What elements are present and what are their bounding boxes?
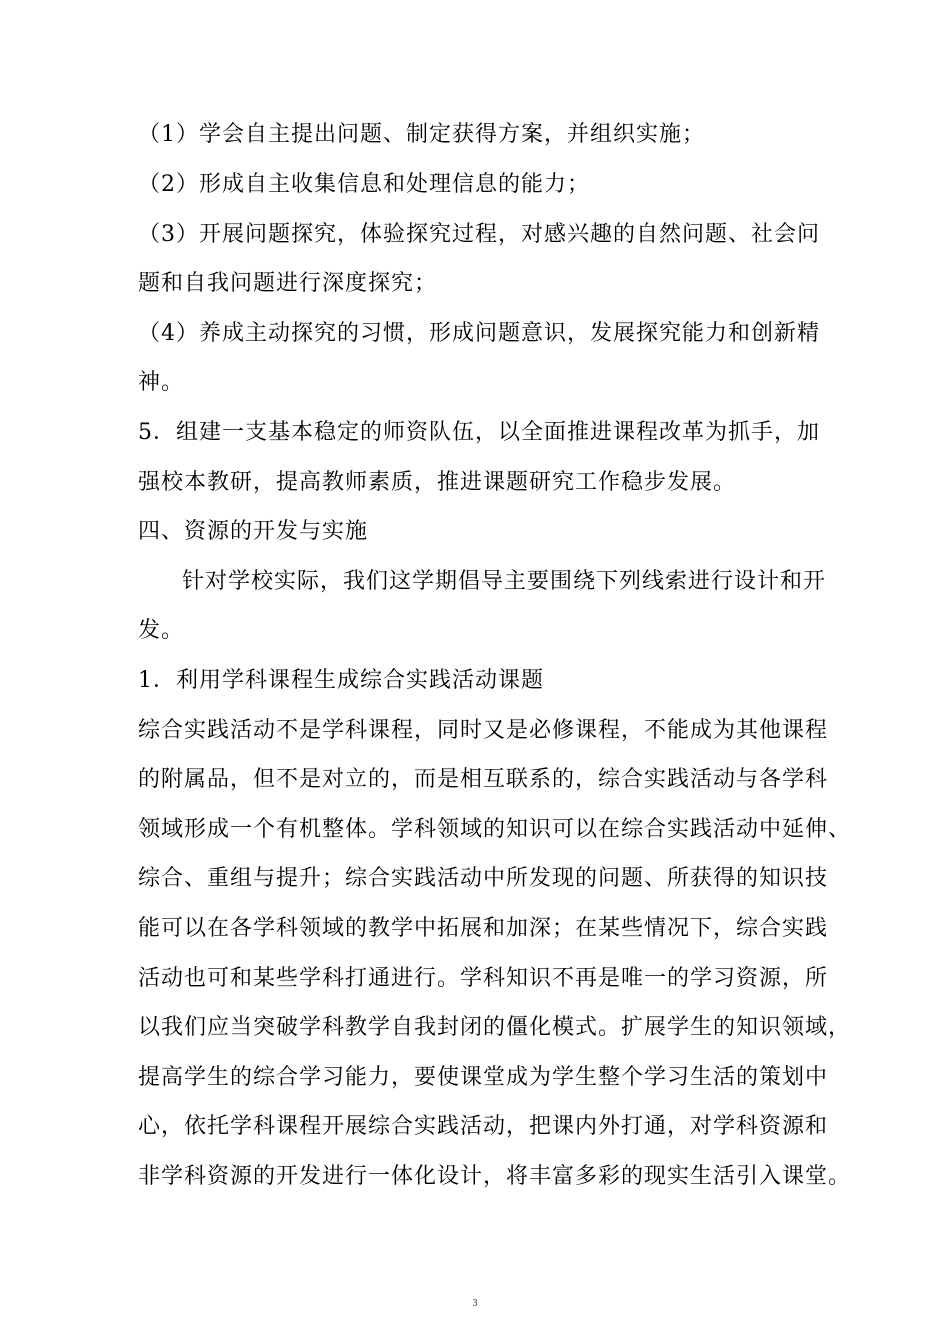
text-line: 综合、重组与提升；综合实践活动中所发现的问题、所获得的知识技 [138,866,829,891]
text-line: 能可以在各学科领域的教学中拓展和加深；在某些情况下，综合实践 [138,916,829,941]
text-line: 的附属品，但不是对立的，而是相互联系的，综合实践活动与各学科 [138,767,829,792]
text-line: 提高学生的综合学习能力，要使课堂成为学生整个学习生活的策划中 [138,1065,829,1090]
text-line: 神。 [138,370,185,395]
subsection-heading: 1．利用学科课程生成综合实践活动课题 [138,668,544,693]
text-line: 强校本教研，提高教师素质，推进课题研究工作稳步发展。 [138,470,737,495]
text-line: （1）学会自主提出问题、制定获得方案，并组织实施； [138,122,705,147]
text-line: 非学科资源的开发进行一体化设计，将丰富多彩的现实生活引入课堂。 [138,1164,852,1189]
text-line: （4）养成主动探究的习惯，形成问题意识，发展探究能力和创新精 [138,321,820,346]
page-number: 3 [472,1298,478,1309]
section-heading: 四、资源的开发与实施 [138,519,369,544]
text-line: 发。 [138,618,185,643]
text-line: 5．组建一支基本稳定的师资队伍，以全面推进课程改革为抓手，加 [138,420,820,445]
text-line: 针对学校实际，我们这学期倡导主要围绕下列线索进行设计和开 [182,569,827,594]
text-line: 领域形成一个有机整体。学科领域的知识可以在综合实践活动中延伸、 [138,817,852,842]
text-line: 活动也可和某些学科打通进行。学科知识不再是唯一的学习资源，所 [138,966,829,991]
text-line: 题和自我问题进行深度探究； [138,271,438,296]
text-line: 心，依托学科课程开展综合实践活动，把课内外打通，对学科资源和 [138,1114,829,1139]
text-line: （3）开展问题探究，体验探究过程，对感兴趣的自然问题、社会问 [138,222,820,247]
text-line: （2）形成自主收集信息和处理信息的能力； [138,172,590,197]
text-line: 以我们应当突破学科教学自我封闭的僵化模式。扩展学生的知识领域， [138,1015,852,1040]
text-line: 综合实践活动不是学科课程，同时又是必修课程，不能成为其他课程 [138,718,829,743]
